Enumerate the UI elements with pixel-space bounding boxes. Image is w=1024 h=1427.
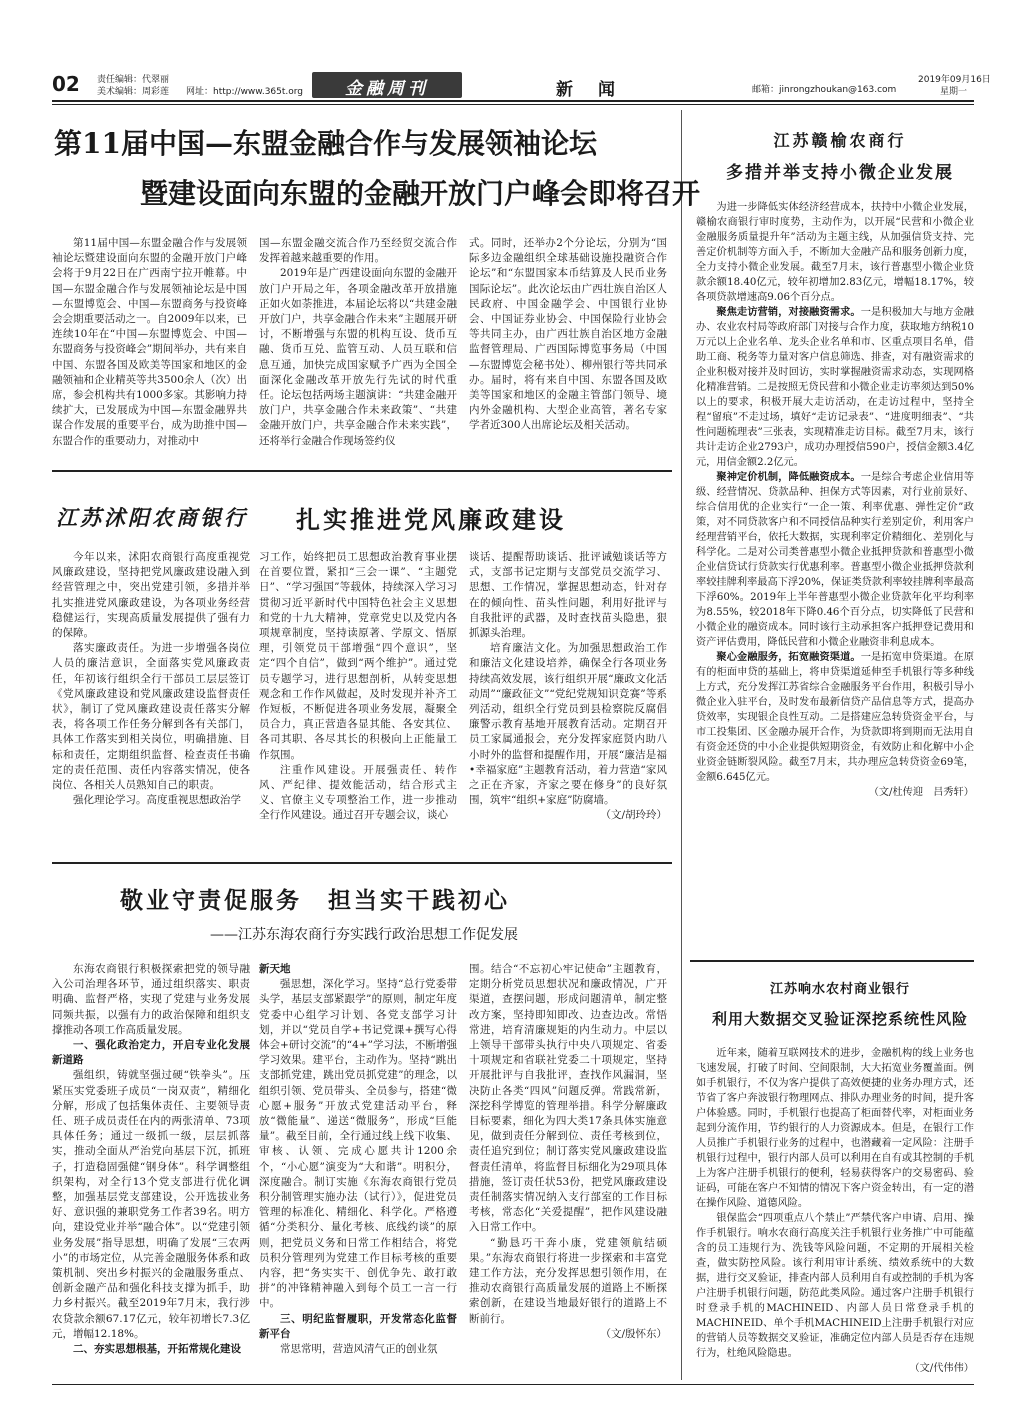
side1-title2: 多措并举支持小微企业发展 xyxy=(726,163,954,183)
paragraph: 银保监会“四项重点八个禁止”严禁代客户申请、启用、操作手机银行。响水农商行高度关注手机银行业务推广中可能蕴含的员工违规行为、洗钱等风险问题，不定期的开展相关检查，做实防控风险。该行利用审计系统、绩效系统中的大数据，进行交叉验证，排查内部人员利用自有或控制的手机为客户注册手机银行问题，防范此类风险。通过客户注册手机银行时登录手机的MACHINEID、内部人员日常登录手机的MACHINEID、单个手机MACHINEID上注册手机银行对应的营销人员等数据交叉验证，准确定位内部人员是否存在违规行为，杜绝风险隐患。 xyxy=(696,1213,974,1359)
website: 网址：http://www.365t.org xyxy=(186,87,304,97)
article3-title: 敬业守责促服务 担当实干践初心 xyxy=(120,887,510,914)
article3-subtitle: ——江苏东海农商行夯实践行政治思想工作促发展 xyxy=(210,927,518,943)
side2-title2: 利用大数据交叉验证深挖系统性风险 xyxy=(711,1010,968,1028)
section-heading: 新天地 xyxy=(259,963,291,975)
email: 邮箱：jinrongzhoukan@163.com xyxy=(752,85,897,95)
article1-title-line2: 暨建设面向东盟的金融开放门户峰会即将召开 xyxy=(140,177,701,210)
paragraph xyxy=(696,470,974,650)
editor-credit: 责任编辑：代翠丽 xyxy=(97,75,170,85)
article3-col2 xyxy=(259,962,457,1372)
paragraph: 2019年是广西建设面向东盟的金融开放门户开局之年，各项金融改革开放措施正如火如荼推进，本届论坛将以“共建金融开放门户，共享金融合作未来”主题展开研讨，不断增强与东盟的机构互设、货币互融、货币互兑、监管互动、人员互联和信息互通，加快完成国家赋予广西为全国全面深化金融改革开放先行先试的时代重任。论坛包括两场主题演讲：“共建金融开放门户，共享金融合作未来政策”、“共建金融开放门户，共享金融合作未来实践”，还将举行金融合作现场签约仪 xyxy=(259,267,457,447)
paragraph: 式。同时，还举办2个分论坛，分别为“国际多边金融组织全球基础设施投融资合作论坛”和“东盟国家本币结算及人民币业务国际论坛”。此次论坛由广西壮族自治区人民政府、中国金融学会、中国银行业协会、中国证券业协会、中国保险行业协会等共同主办，由广西壮族自治区地方金融监督管理局、广西国际博览事务局（中国—东盟博览会秘书处）、柳州银行等共同承办。届时，将有来自中国、东盟各国及欧美等国家和地区的金融主管部门领导、境内外金融机构、大型企业高管，著名专家学者近300人出席论坛及相关活动。 xyxy=(469,237,667,432)
section-heading: 三、明纪监督履职，开发常态化监督新平台 xyxy=(259,1312,457,1340)
article2-title-right: 扎实推进党风廉政建设 xyxy=(296,505,566,534)
paragraph: 注重作风建设。开展强责任、转作风、严纪律、提效能活动，结合形式主义、官僚主义专项整治工作，进一步推动全行作风建设。通过召开专题会议，谈心 xyxy=(259,763,457,822)
page-header xyxy=(0,0,1024,110)
byline: （文/胡玲玲） xyxy=(600,809,667,822)
paragraph: 东海农商银行积极探索把党的领导融入公司治理各环节，通过组织落实、职责明确、监督严格，实现了党建与业务发展同频共振，以强有力的政治保障和组织支撑推动各项工作高质量发展。 xyxy=(52,963,250,1036)
side2-body xyxy=(696,1046,974,1376)
paragraph: 为进一步降低实体经济经营成本，扶持中小微企业发展，赣榆农商银行审时度势，主动作为，以开展“民营和小微企业金融服务质量提升年”活动为主题主线，从加强信贷支持、完善定价机制等方面入手，不断加大金融产品和服务创新力度，全力支持小微企业发展。截至7月末，该行普惠型小微企业贷款余额18.40亿元，较年初增加2.83亿元，增幅18.17%，较各项贷款增速高9.06个百分点。 xyxy=(696,202,974,303)
lead-phrase: 聚神定价机制，降低融资成本。 xyxy=(716,471,861,483)
paragraph: 培育廉洁文化。为加强思想政治工作和廉洁文化建设培养，确保全行各项业务持续高效发展，该行组织开展“廉政文化活动周”“廉政征文”“党纪党规知识竞赛”等系列活动，组织全行党员到县检察院反腐倡廉警示教育基地开展教育活动。定期召开员工家属通报会，充分发挥家庭贤内助八小时外的监督和提醒作用，开展“廉洁是福•幸福家庭”主题教育活动，着力营造“家风之正在齐家，齐家之要在修身”的良好氛围，筑牢“组织+家庭”防腐墙。 xyxy=(469,642,667,807)
article2-col2 xyxy=(259,550,457,850)
paragraph: 围。结合“不忘初心牢记使命”主题教育，定期分析党员思想状况和廉政情况，广开渠道，查摆问题，形成问题清单，制定整改方案，坚持即知即改、边查边改。常悟常进，培育清廉规矩的内生动力。中层以上领导干部带头执行中央八项规定、省委十项规定和省联社党委二十项规定，坚持开展批评与自我批评，查找作风漏洞，坚决防止各类“四风”问题反弹。常践常新，深挖科学博览的管理举措。科学分解廉政目标要素，细化为四大类17条具体实施意见，做到责任分解到位、责任考核到位，责任追究到位；制订落实党风廉政建设监督责任清单，将监督目标细化为29项具体措施，签订责任状53份，把党风廉政建设责任制落实情况纳入支行部室的工作目标考核，常态化“关爱提醒”，把作风建设融入日常工作中。 xyxy=(469,963,667,1234)
bottom-rule xyxy=(52,1384,974,1385)
article2-title-left: 江苏沭阳农商银行 xyxy=(56,505,248,530)
paragraph: 近年来，随着互联网技术的进步，金融机构的线上业务也飞速发展，打破了时间、空间限制，大大拓宽业务覆盖面。例如手机银行，不仅为客户提供了高效便捷的业务办理方式，还节省了客户奔波银行物理网点、排队办理业务的时间，提升客户体验感。同时，手机银行也提高了柜面替代率，对柜面业务起到分流作用，节约银行的人力资源成本。但是，在银行工作人员推广手机银行业务的过程中，也潜藏着一定风险：注册手机银行过程中，银行内部人员可以利用在自有或其控制的手机上为客户注册手机银行的便利，轻易获得客户的交易密码、验证码，可能在客户不知情的情况下客户资金转出，有一定的潜在操作风险、道德风险。 xyxy=(696,1048,974,1209)
paragraph: 今年以来，沭阳农商银行高度重视党风廉政建设，坚持把党风廉政建设融入到经营管理之中，突出党建引领，多措并举扎实推进党风廉政建设，为各项业务经营稳健运行，实现高质量发展提供了强有力的保障。 xyxy=(52,551,250,640)
byline: （文/代伟伟） xyxy=(909,1363,974,1374)
header-rule-thin xyxy=(52,104,974,105)
header-rule-thick xyxy=(52,100,974,102)
paragraph: 常思常明，营造风清气正的创业氛 xyxy=(280,1343,438,1356)
byline: （文/殷怀东） xyxy=(600,1327,667,1340)
lead-phrase: 聚心金融服务，拓宽融资渠道。 xyxy=(716,651,861,663)
paragraph-text: 一是积极加大与地方金融办、农业农村局等政府部门对接与合作力度，获取地方纳税10万元以上企业名单、龙头企业名单和市、区重点项目名单，借助工商、税务等力量对客户信息筛选、排查，对有融资需求的企业积极对接并及时回访，实时掌握融资需求动态，实现网格化精准营销。二是按照无贷民营和小微企业走访率须达到50%以上的要求，积极开展大走访活动，在走访过程中，坚持全程“留痕”不走过场，填好“走访记录表”、“进度明细表”、“共性问题梳理表”三张表，实现精准走访目标。截至7月末，该行共计走访企业2793户，成功办理授信590户，授信金额3.4亿元，用信金额2.2亿元。 xyxy=(696,307,974,468)
article1-title-line1: 第11届中国—东盟金融合作与发展领袖论坛 xyxy=(54,127,597,160)
side-separator xyxy=(690,960,974,962)
weekday: 星期一 xyxy=(940,87,968,97)
side2-title1: 江苏响水农村商业银行 xyxy=(769,982,910,997)
paragraph xyxy=(696,305,974,470)
article2-col1 xyxy=(52,550,250,850)
separator-1 xyxy=(52,470,672,472)
paragraph xyxy=(696,650,974,785)
paragraph: 国—东盟金融交流合作乃至经贸交流合作发挥着越来越重要的作用。 xyxy=(259,237,457,265)
article2-col3 xyxy=(469,550,667,850)
paragraph: 强思想，深化学习。坚持“总行党委带头学，基层支部紧跟学”的原则，制定年度党委中心组学习计划、各党支部学习计划，并以“党员自学+书记党课+撰写心得体会+研讨交流”的“4+”学习法，不断增强学习效果。建平台，主动作为。坚持“跳出支部抓党建，跳出党员抓党建”的理念，以组织引领、党员带头、全员参与，搭建“微心愿+服务”开放式党建活动平台，释放“微能量”、递送“微服务”，形成“巨能量”。截至目前，全行通过线上线下收集、审核、认领、完成心愿共计1200余个，“小心愿”演变为“大和谐”。明积分，深度融合。制订实施《东海农商银行党员积分制管理实施办法（试行）》，促进党员管理的标准化、精细化、科学化。严格遵循“分类积分、量化考核、底线约谈”的原则，把党员义务和日常工作相结合，将党员积分管理列为党建工作目标考核的重要内容，把“务实实干、创优争先、敢打敢拼”的冲锋精神融入到每个员工一言一行中。 xyxy=(259,978,457,1310)
side1-title1: 江苏赣榆农商行 xyxy=(773,131,907,150)
issue-date: 2019年09月16日 xyxy=(918,75,991,85)
paragraph: 谈话、提醒帮助谈话、批评诫勉谈话等方式，支部书记定期与支部党员交流学习、思想、工作情况，掌握思想动态，针对存在的倾向性、苗头性问题，利用好批评与自我批评的武器，及时查找苗头隐患，狠抓源头治理。 xyxy=(469,551,667,640)
paragraph: 第11届中国—东盟金融合作与发展领袖论坛暨建设面向东盟的金融开放门户峰会将于9月22日在广西南宁拉开帷幕。中国—东盟金融合作与发展领袖论坛是中国—东盟博览会、中国—东盟商务与投资峰会会期重要活动之一。自2009年以来，已连续10年在“中国—东盟博览会、中国—东盟商务与投资峰会”期间举办，共有来自中国、东盟各国及欧美等国家和地区的金融领袖和企业精英等共3500余人（次）出席，参会机构共有1000多家。其影响力持续扩大，已发展成为中国—东盟金融界共谋合作发展的重要平台，成为助推中国—东盟合作的重要动力，对推动中 xyxy=(52,237,247,447)
section-heading: 二、夯实思想根基，开拓常规化建设 xyxy=(73,1343,241,1356)
article1-col3 xyxy=(469,236,667,456)
side1-body xyxy=(696,200,974,960)
lead-phrase: 聚焦走访营销，对接融资需求。 xyxy=(716,306,861,318)
paragraph: 习工作，始终把员工思想政治教育事业摆在首要位置，紧扣“三会一课”、“主题党日”、“学习强国”等载体，持续深入学习习贯彻习近平新时代中国特色社会主义思想和党的十九大精神，党章党史以及党内各项规章制度，坚持读原著、学原文、悟原理，引领党员干部增强“四个意识”，坚定“四个自信”，做到“两个维护”。通过党员专题学习，进行思想剖析，从转变思想观念和工作作风做起，及时发现并补齐工作短板，不断促进各项业务发展，凝聚全员合力，真正营造各显其能、各安其位、各司其职、各尽其长的积极向上正能量工作氛围。 xyxy=(259,551,457,761)
paragraph: “勤恳巧干奔小康，党建领航结硕果。”东海农商银行将进一步探索和丰富党建工作方法，充分发挥思想引领作用，在推动农商银行高质量发展的道路上不断探索创新，在建设当地最好银行的道路上不断前行。 xyxy=(469,1236,667,1325)
article3-col1 xyxy=(52,962,250,1372)
paragraph-text: 一是拓宽申贷渠道。在原有的柜面申贷的基础上，将申贷渠道延伸至手机银行等多种线上方式，充分发挥江苏省综合金融服务平台作用，积极引导小微企业入驻平台，及时发布最新信贷产品信息等方式，提高办贷效率，实现银企良性互动。二是搭建应急转贷资金平台，与市工投集团、区金融办展开合作，为贷款即将到期而无法用自有资金还贷的中小企业提供短期资金，有效防止和化解中小企业资金链断裂风险。截至7月末，共办理应急转贷资金69笔，金额6.645亿元。 xyxy=(696,652,974,783)
separator-2 xyxy=(52,862,672,864)
art-editor-credit: 美术编辑：周彩莲 xyxy=(97,87,170,97)
article1-col2 xyxy=(259,236,457,456)
column-divider xyxy=(681,110,682,1380)
byline: （文/杜传迎 吕秀轩） xyxy=(868,787,974,798)
article3-col3 xyxy=(469,962,667,1372)
page-number: 02 xyxy=(52,72,80,96)
article1-col1 xyxy=(52,236,247,456)
paragraph: 强组织，铸就坚强过硬“铁拳头”。压紧压实党委班子成员“一岗双责”，精细化分解，形成了包括集体责任、主要领导责任、班子成员责任在内的两张清单、73项具体任务；通过一级抓一级，层层抓落实，推动全面从严治党向基层下沉，抓班子，打造稳固强健“钢身体”。科学调整组织架构，对全行13个党支部进行优化调整，加强基层党支部建设，公开选拔业务好、意识强的兼职党务工作者39名。明方向，建设党业并举“融合体”。以“党建引领业务发展”指导思想，明确了发展“三农两小”的市场定位，从完善金融服务体系和政策机制、突出乡村振兴的金融服务重点、创新金融产品和强化科技支撑为抓手，助力乡村振兴。截至2019年7月末，我行涉农贷款余额67.17亿元，较年初增长7.3亿元，增幅12.18%。 xyxy=(52,1069,250,1340)
paragraph-text: 一是综合考虑企业信用等级、经营情况、贷款品种、担保方式等因素，对行业前景好、综合信用优的企业实行“一企一策、利率优惠、弹性定价”政策，对不同贷款客户和不同授信品种实行差别定价，利用客户经理营销平台，依托大数据，实现利率定价精细化、差别化与科学化。二是对公司类普惠型小微企业抵押贷款和普惠型小微企业信贷试行贷款实行优惠利率。普惠型小微企业抵押贷款利率较挂牌利率最高下浮20%，保证类贷款利率较挂牌利率最高下浮60%。2019年上半年普惠型小微企业贷款年化平均利率为8.55%，较2018年下降0.46个百分点，切实降低了民营和小微企业的融资成本。同时该行主动承担客户抵押登记费用和资产评估费用，降低民营和小微企业融资非利息成本。 xyxy=(696,472,974,648)
section-name: 新 闻 xyxy=(556,80,619,100)
paragraph: 落实廉政责任。为进一步增强各岗位人员的廉洁意识，全面落实党风廉政责任，年初该行组织全行干部员工层层签订《党风廉政建设和党风廉政建设监督责任状》，制订了党风廉政建设责任落实分解表，将各项工作任务分解到各有关部门，具体工作落实到相关岗位，明确措施、目标和责任，定期组织监督、检查责任书确定的责任范围、责任内容落实情况，使各岗位、各相关人员熟知自己的职责。 xyxy=(52,642,250,792)
masthead-title: 金融周刊 xyxy=(345,79,429,99)
paragraph: 强化理论学习。高度重视思想政治学 xyxy=(73,794,241,807)
section-heading: 一、强化政治定力，开启专业化发展新道路 xyxy=(52,1039,250,1067)
